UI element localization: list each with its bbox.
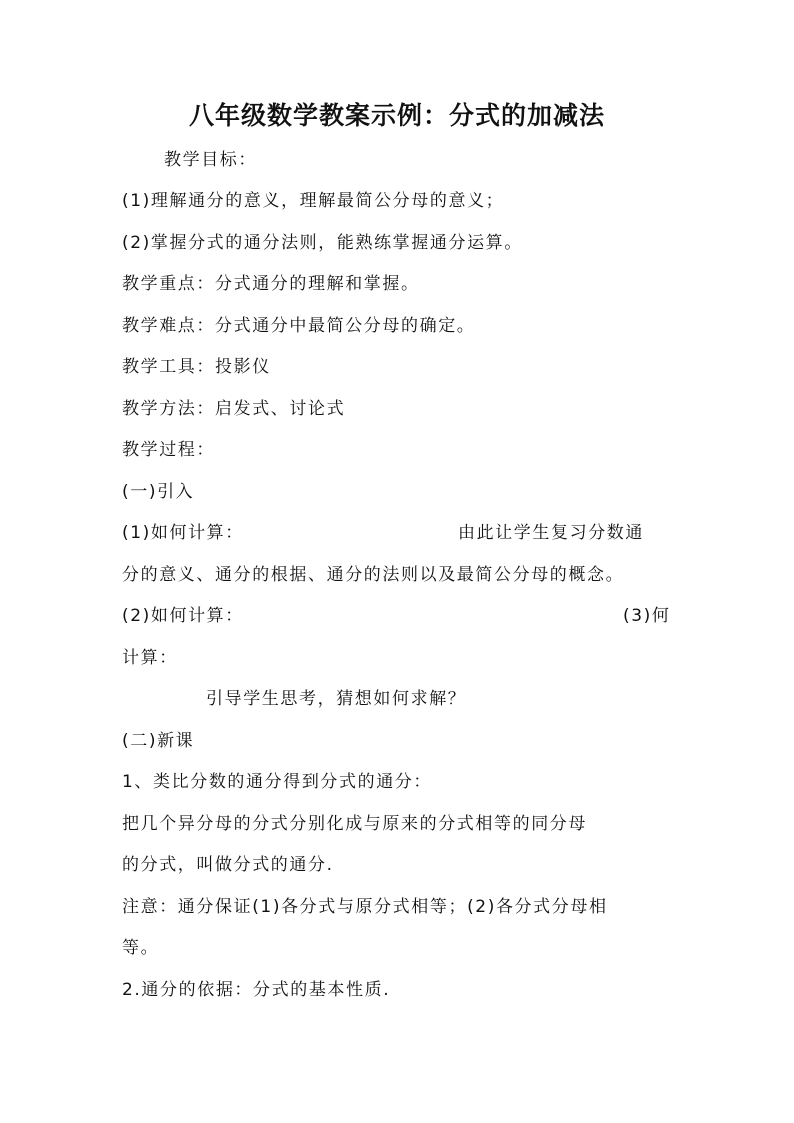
section-new-lesson: (二)新课	[122, 731, 195, 751]
question-3-continuation: 计算：	[122, 648, 178, 668]
section-intro: (一)引入	[122, 482, 195, 502]
question-1-label: (1)如何计算：	[122, 523, 244, 543]
note-line-2: 等。	[122, 938, 160, 958]
note-line-1: 注意：通分保证(1)各分式与原分式相等；(2)各分式分母相	[122, 897, 608, 917]
question-3-label: (3)何	[623, 606, 671, 626]
definition-line-2: 的分式，叫做分式的通分.	[122, 855, 334, 875]
teaching-methods: 教学方法：启发式、讨论式	[122, 399, 346, 419]
question-1-note: 由此让学生复习分数通	[458, 523, 644, 543]
item-2: 2.通分的依据：分式的基本性质.	[122, 980, 391, 1000]
key-point: 教学重点：分式通分的理解和掌握。	[122, 274, 420, 294]
question-1-continuation: 分的意义、通分的根据、通分的法则以及最简公分母的概念。	[122, 565, 625, 585]
objective-1: (1)理解通分的意义，理解最简公分母的意义；	[122, 191, 505, 211]
question-2-label: (2)如何计算：	[122, 606, 244, 626]
guide-question: 引导学生思考，猜想如何求解？	[206, 689, 467, 709]
definition-line-1: 把几个异分母的分式分别化成与原来的分式相等的同分母	[122, 814, 587, 834]
objective-2: (2)掌握分式的通分法则，能熟练掌握通分运算。	[122, 233, 523, 253]
difficulty: 教学难点：分式通分中最简公分母的确定。	[122, 316, 476, 336]
item-1: 1、类比分数的通分得到分式的通分：	[122, 772, 433, 792]
document-title: 八年级数学教案示例：分式的加减法	[188, 101, 605, 130]
teaching-tools: 教学工具：投影仪	[122, 357, 271, 377]
process-heading: 教学过程：	[122, 440, 215, 460]
objectives-heading: 教学目标：	[164, 150, 257, 170]
